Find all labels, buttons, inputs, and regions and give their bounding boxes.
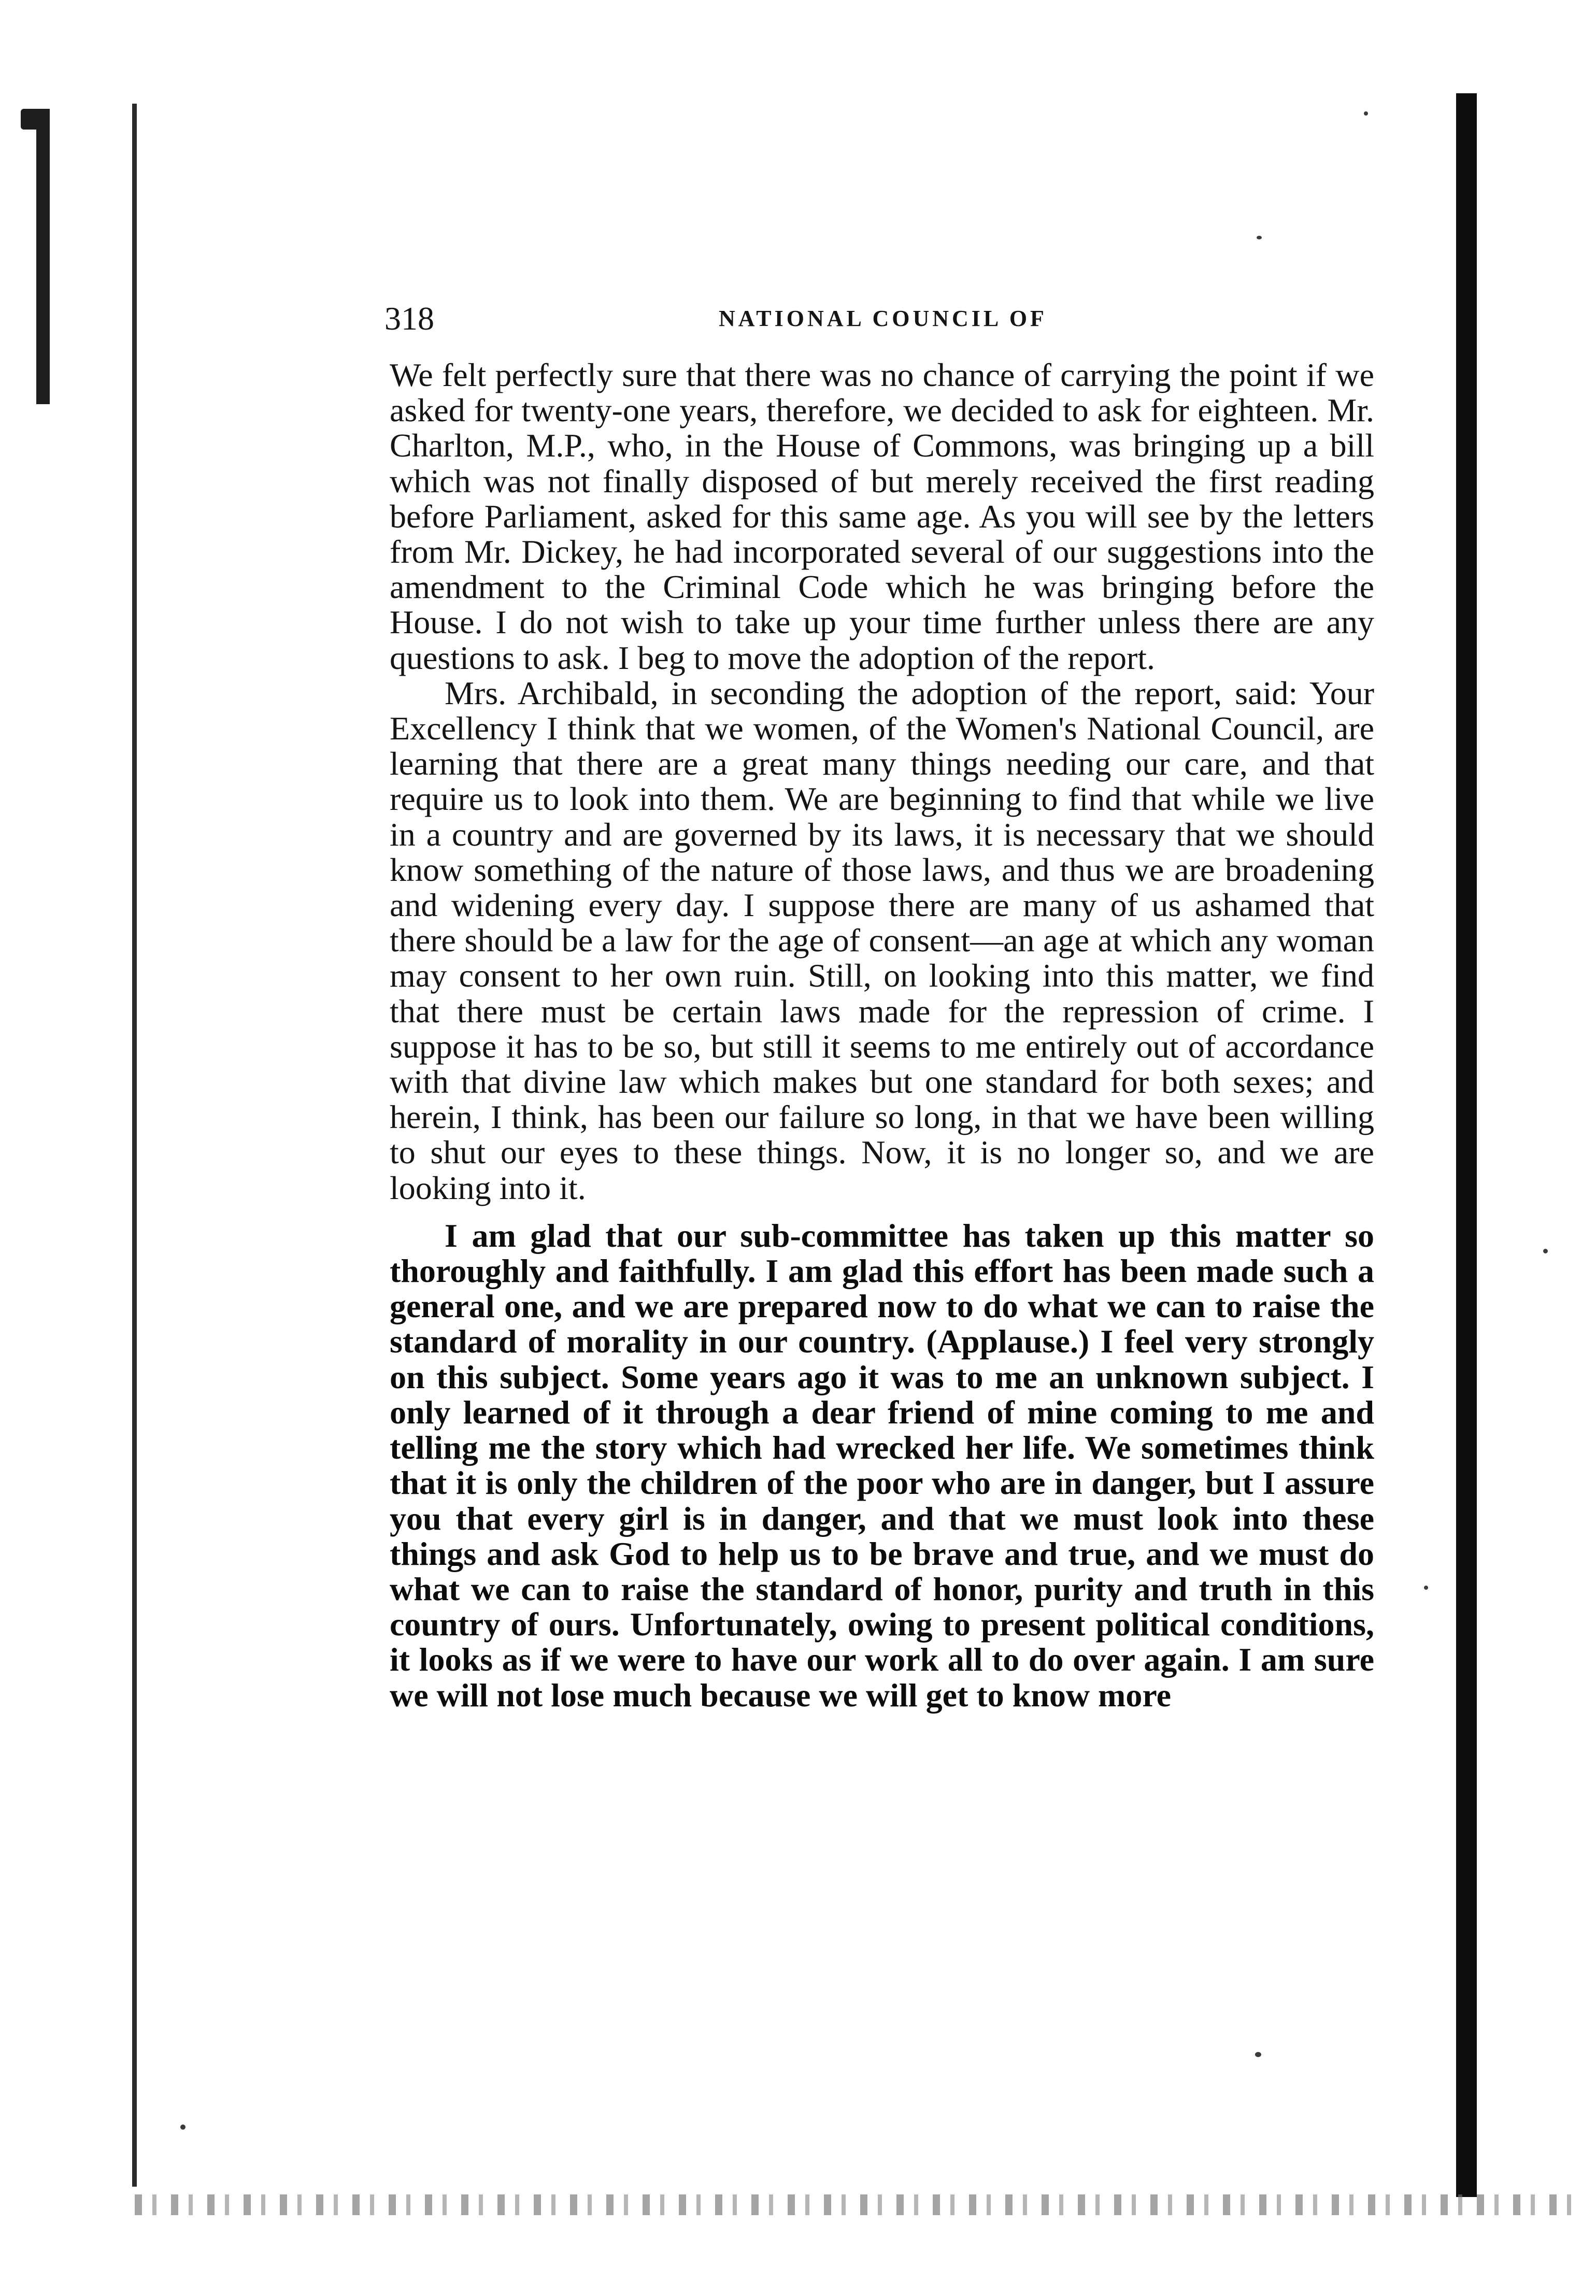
paragraph-sub-committee: I am glad that our sub-committee has taken up this matter so thoroughly and faithfully. I am glad this effort has been made such a general one, and we are prepared now to do what we can to raise the standard of morality in our country. (Applause.) I feel very strongly on this subject. Some years ago it was to me an unknown subject. I only learned of it through a dear friend of mine coming to me and telling me the story which had wrecked her life. We sometimes think that it is only the children of the poor who are in danger, but I assure you that every girl is in danger, and that we must look into these things and ask God to help us to be brave and true, and we must do what we can to raise the standard of honor, purity and truth in this country of ours. Unfortunately, owing to present political conditions, it looks as if we were to have our work all to do over again. I am sure we will not lose much because we will get to know more <box>390 1217 1374 1714</box>
scan-speck <box>180 2124 186 2130</box>
scan-speck <box>1255 2052 1261 2057</box>
paragraph-continuation: We felt perfectly sure that there was no chance of carrying the point if we asked for twenty-one years, therefore, we decided to ask for eighteen. Mr. Charlton, M.P., who, in the House of Commons, was bringing up a bill which was not finally disposed of but merely received the first reading before Parliament, asked for this same age. As you will see by the letters from Mr. Dickey, he had incorporated several of our suggestions into the amendment to the Criminal Code which he was bringing before the House. I do not wish to take up your time further unless there are any questions to ask. I beg to move the adoption of the report. <box>390 356 1374 676</box>
scan-speck <box>1424 1586 1428 1590</box>
scan-bottom-noise <box>135 2194 1575 2215</box>
scan-left-edge-line <box>132 104 137 2187</box>
running-head <box>384 298 1400 339</box>
scan-right-edge-bar <box>1456 93 1477 2197</box>
running-title: NATIONAL COUNCIL OF <box>719 306 1047 331</box>
body-text <box>390 358 1374 1713</box>
paragraph-archibald-speech: Mrs. Archibald, in seconding the adoption of the report, said: Your Excellency I think that we women, of the Women's National Council, are learning that there are a great many things needing our care, and that require us to look into them. We are beginning to find that while we live in a country and are governed by its laws, it is necessary that we should know something of the nature of those laws, and thus we are broadening and widening every day. I suppose there are many of us ashamed that there should be a law for the age of consent—an age at which any woman may consent to her own ruin. Still, on looking into this matter, we find that there must be certain laws made for the repression of crime. I suppose it has to be so, but still it seems to me entirely out of accordance with that divine law which makes but one standard for both sexes; and herein, I think, has been our failure so long, in that we have been willing to shut our eyes to these things. Now, it is no longer so, and we are looking into it. <box>390 674 1374 1206</box>
page-number: 318 <box>384 300 434 337</box>
scan-speck <box>1543 1249 1548 1253</box>
scan-speck <box>1364 111 1368 116</box>
scan-binding-shadow <box>36 109 50 404</box>
scan-speck <box>1257 236 1262 239</box>
